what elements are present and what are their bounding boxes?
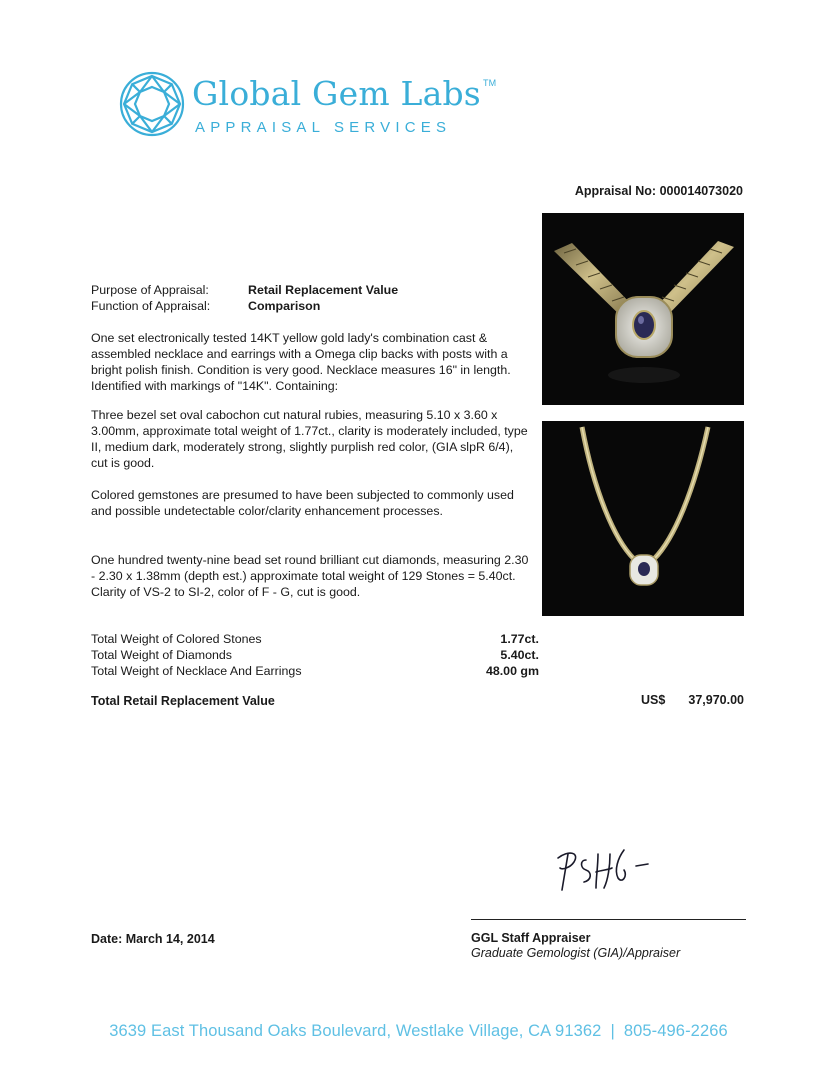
weight-value: 5.40ct.	[500, 648, 539, 662]
footer-separator: |	[610, 1022, 615, 1040]
weight-label: Total Weight of Colored Stones	[91, 632, 262, 646]
function-value: Comparison	[248, 299, 321, 313]
weight-value: 48.00 gm	[485, 664, 539, 678]
brand-name: Global Gem Labs ™	[192, 74, 497, 113]
ruby-paragraph: Three bezel set oval cabochon cut natural rubies, measuring 5.10 x 3.60 x 3.00mm, approximate total weight of 1.77ct., clarity is moderately included, type II, medium dark, moderately strong, slightly purplish red color, (GIA slpR 6/4), cut is good.	[91, 408, 528, 470]
description-paragraph: One set electronically tested 14KT yellow gold lady's combination cast & assembled necklace and earrings with a Omega clip backs with posts with a bright polish finish. Condition is very good. Necklace measures 16" in length. Identified with markings of "14K". Containing:	[91, 331, 511, 393]
company-logo	[118, 70, 497, 142]
total-label: Total Retail Replacement Value	[91, 694, 275, 708]
signature-line	[471, 919, 746, 920]
function-label: Function of Appraisal:	[91, 299, 211, 313]
diamond-paragraph: One hundred twenty-nine bead set round brilliant cut diamonds, measuring 2.30 - 2.30 x 1.38mm (depth est.) approximate total weight of 129 Stones = 5.40ct. Clarity of VS-2 to SI-2, color of F - G, cut is good.	[91, 553, 529, 599]
footer-phone: 805-496-2266	[623, 1022, 728, 1040]
purpose-label: Purpose of Appraisal:	[91, 283, 209, 297]
appraisal-number: Appraisal No: 000014073020	[574, 184, 743, 198]
footer	[0, 1022, 837, 1041]
appraiser-name: GGL Staff Appraiser	[471, 931, 591, 945]
total-amount: 37,970.00	[688, 693, 744, 707]
trademark: TM	[482, 78, 497, 88]
footer-address: 3639 East Thousand Oaks Boulevard, Westlake Village, CA 91362	[109, 1022, 602, 1040]
appraisal-date: Date: March 14, 2014	[91, 932, 215, 946]
appraiser-title: Graduate Gemologist (GIA)/Appraiser	[471, 946, 681, 960]
brand-subtitle: APPRAISAL SERVICES	[195, 119, 452, 136]
weight-label: Total Weight of Necklace And Earrings	[91, 664, 302, 678]
weight-value: 1.77ct.	[500, 632, 539, 646]
necklace-closeup-photo	[542, 213, 744, 405]
weight-label: Total Weight of Diamonds	[91, 648, 232, 662]
diamond-logo-icon	[118, 70, 186, 138]
appraiser-signature	[552, 840, 662, 900]
purpose-value: Retail Replacement Value	[248, 283, 399, 297]
necklace-full-photo	[542, 421, 744, 616]
total-currency: US$	[641, 693, 666, 707]
enhancement-paragraph: Colored gemstones are presumed to have been subjected to commonly used and possible undetectable color/clarity enhancement processes.	[91, 488, 514, 518]
